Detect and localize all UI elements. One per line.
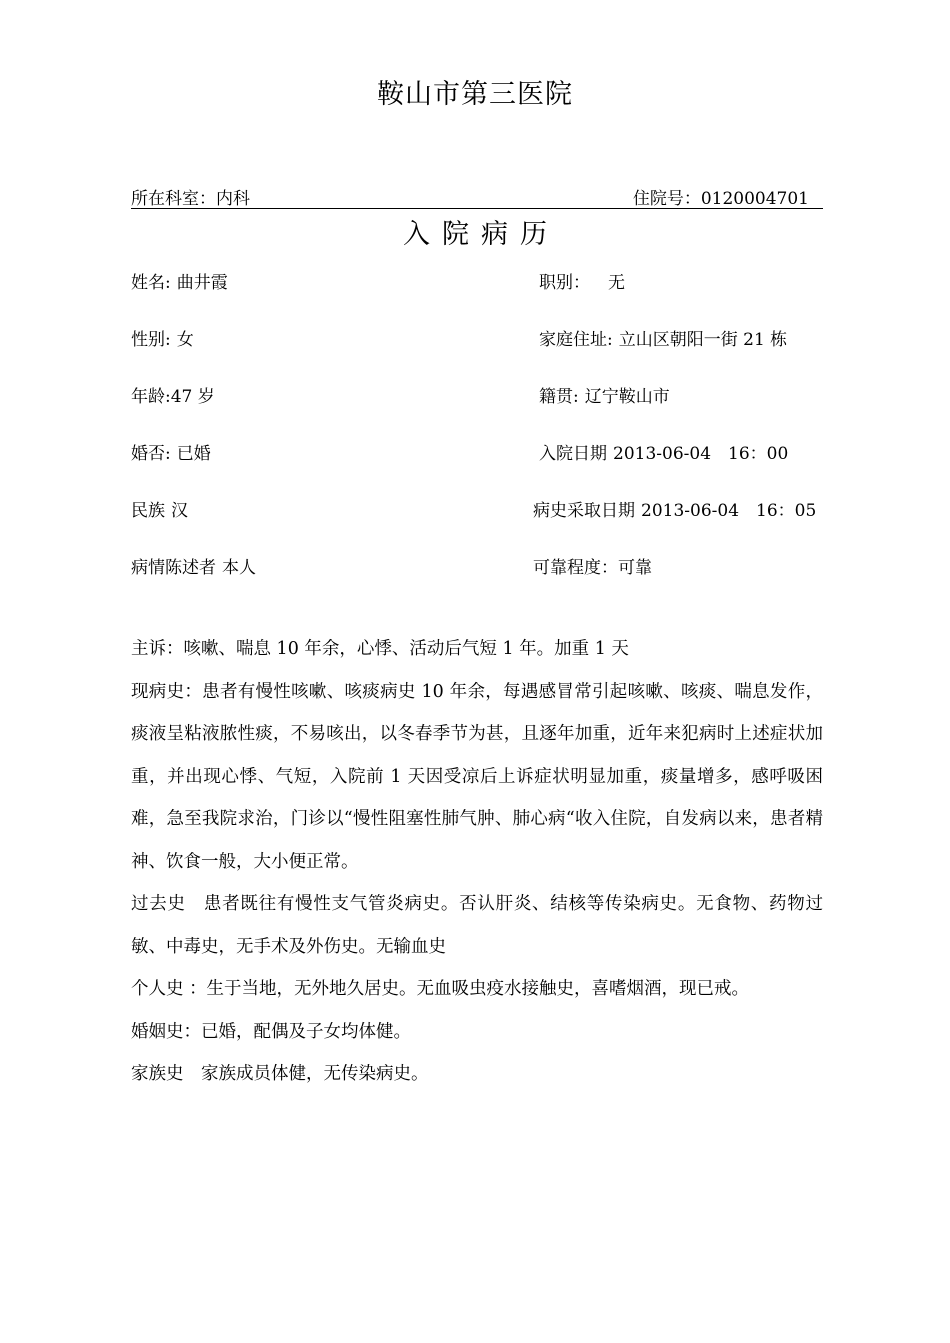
age-field: [131, 382, 215, 407]
native-place-label: 籍贯:: [539, 387, 579, 407]
record-header: [131, 184, 823, 209]
admission-date-field: [539, 439, 788, 464]
document-title: 入院病历: [403, 219, 559, 250]
history-date-value: 2013-06-04 16：05: [641, 501, 817, 521]
informant-value: 本人: [222, 558, 256, 578]
age-label: 年龄:: [131, 387, 171, 407]
history-date-label: 病史采取日期: [533, 501, 635, 521]
sex-value: 女: [176, 330, 194, 350]
native-place-field: [539, 382, 670, 407]
ethnicity-value: 汉: [171, 501, 188, 521]
personal-history: 个人史 ：生于当地，无外地久居史。无血吸虫疫水接触史，喜嗜烟酒，现已戒。: [131, 979, 750, 999]
marital-value: 已婚: [176, 444, 211, 464]
ethnicity-field: [131, 496, 188, 521]
patient-name-label: 姓名:: [131, 273, 171, 293]
address-value: 立山区朝阳一街 21 栋: [618, 330, 788, 350]
sex-field: [131, 325, 194, 350]
history-date-field: [533, 496, 816, 521]
occupation-field: [539, 268, 625, 293]
reliability-field: [533, 553, 652, 578]
occupation-value: 无: [608, 273, 625, 293]
reliability-label: 可靠程度：: [533, 558, 618, 578]
reliability-value: 可靠: [618, 558, 652, 578]
marital-field: [131, 439, 211, 464]
ethnicity-label: 民族: [131, 501, 165, 521]
hospital-name: 鞍山市第三医院: [377, 79, 573, 110]
chief-complaint: 主诉：咳嗽、喘息 10 年余，心悸、活动后气短 1 年。加重 1 天: [131, 639, 629, 659]
family-history: 家族史 家族成员体健，无传染病史。: [131, 1064, 429, 1084]
address-field: [539, 325, 787, 350]
history-sections: [131, 628, 823, 1096]
informant-field: [131, 553, 256, 578]
informant-label: 病情陈述者: [131, 558, 216, 578]
admission-number: 住院号：0120004701: [632, 189, 809, 209]
native-place-value: 辽宁鞍山市: [584, 387, 670, 407]
admission-date-value: 2013-06-04 16：00: [613, 444, 789, 464]
address-label: 家庭住址:: [539, 330, 613, 350]
sex-label: 性别:: [131, 330, 171, 350]
department: 所在科室：内科: [131, 189, 250, 209]
past-history: 过去史 患者既往有慢性支气管炎病史。否认肝炎、结核等传染病史。无食物、药物过敏、中毒史，无手术及外伤史。无输血史: [131, 894, 823, 957]
occupation-label: 职别：: [539, 273, 590, 293]
present-illness: 现病史：患者有慢性咳嗽、咳痰病史 10 年余，每遇感冒常引起咳嗽、咳痰、喘息发作，痰液呈粘液脓性痰，不易咳出，以冬春季节为甚，且逐年加重，近年来犯病时上述症状加重，并出现心悸、气短，入院前 1 天因受凉后上诉症状明显加重，痰量增多，感呼吸困难，急至我院求治，门诊以“慢性阻塞性肺气肿、肺心病“收入住院，自发病以来，患者精神、饮食一般，大小便正常。: [131, 681, 823, 872]
patient-name: 曲井霞: [176, 273, 228, 293]
age-value: 47 岁: [170, 387, 215, 407]
marriage-history: 婚姻史：已婚，配偶及子女均体健。: [131, 1021, 411, 1042]
admission-date-label: 入院日期: [539, 444, 607, 464]
patient-name-field: [131, 268, 228, 293]
marital-label: 婚否:: [131, 444, 171, 464]
